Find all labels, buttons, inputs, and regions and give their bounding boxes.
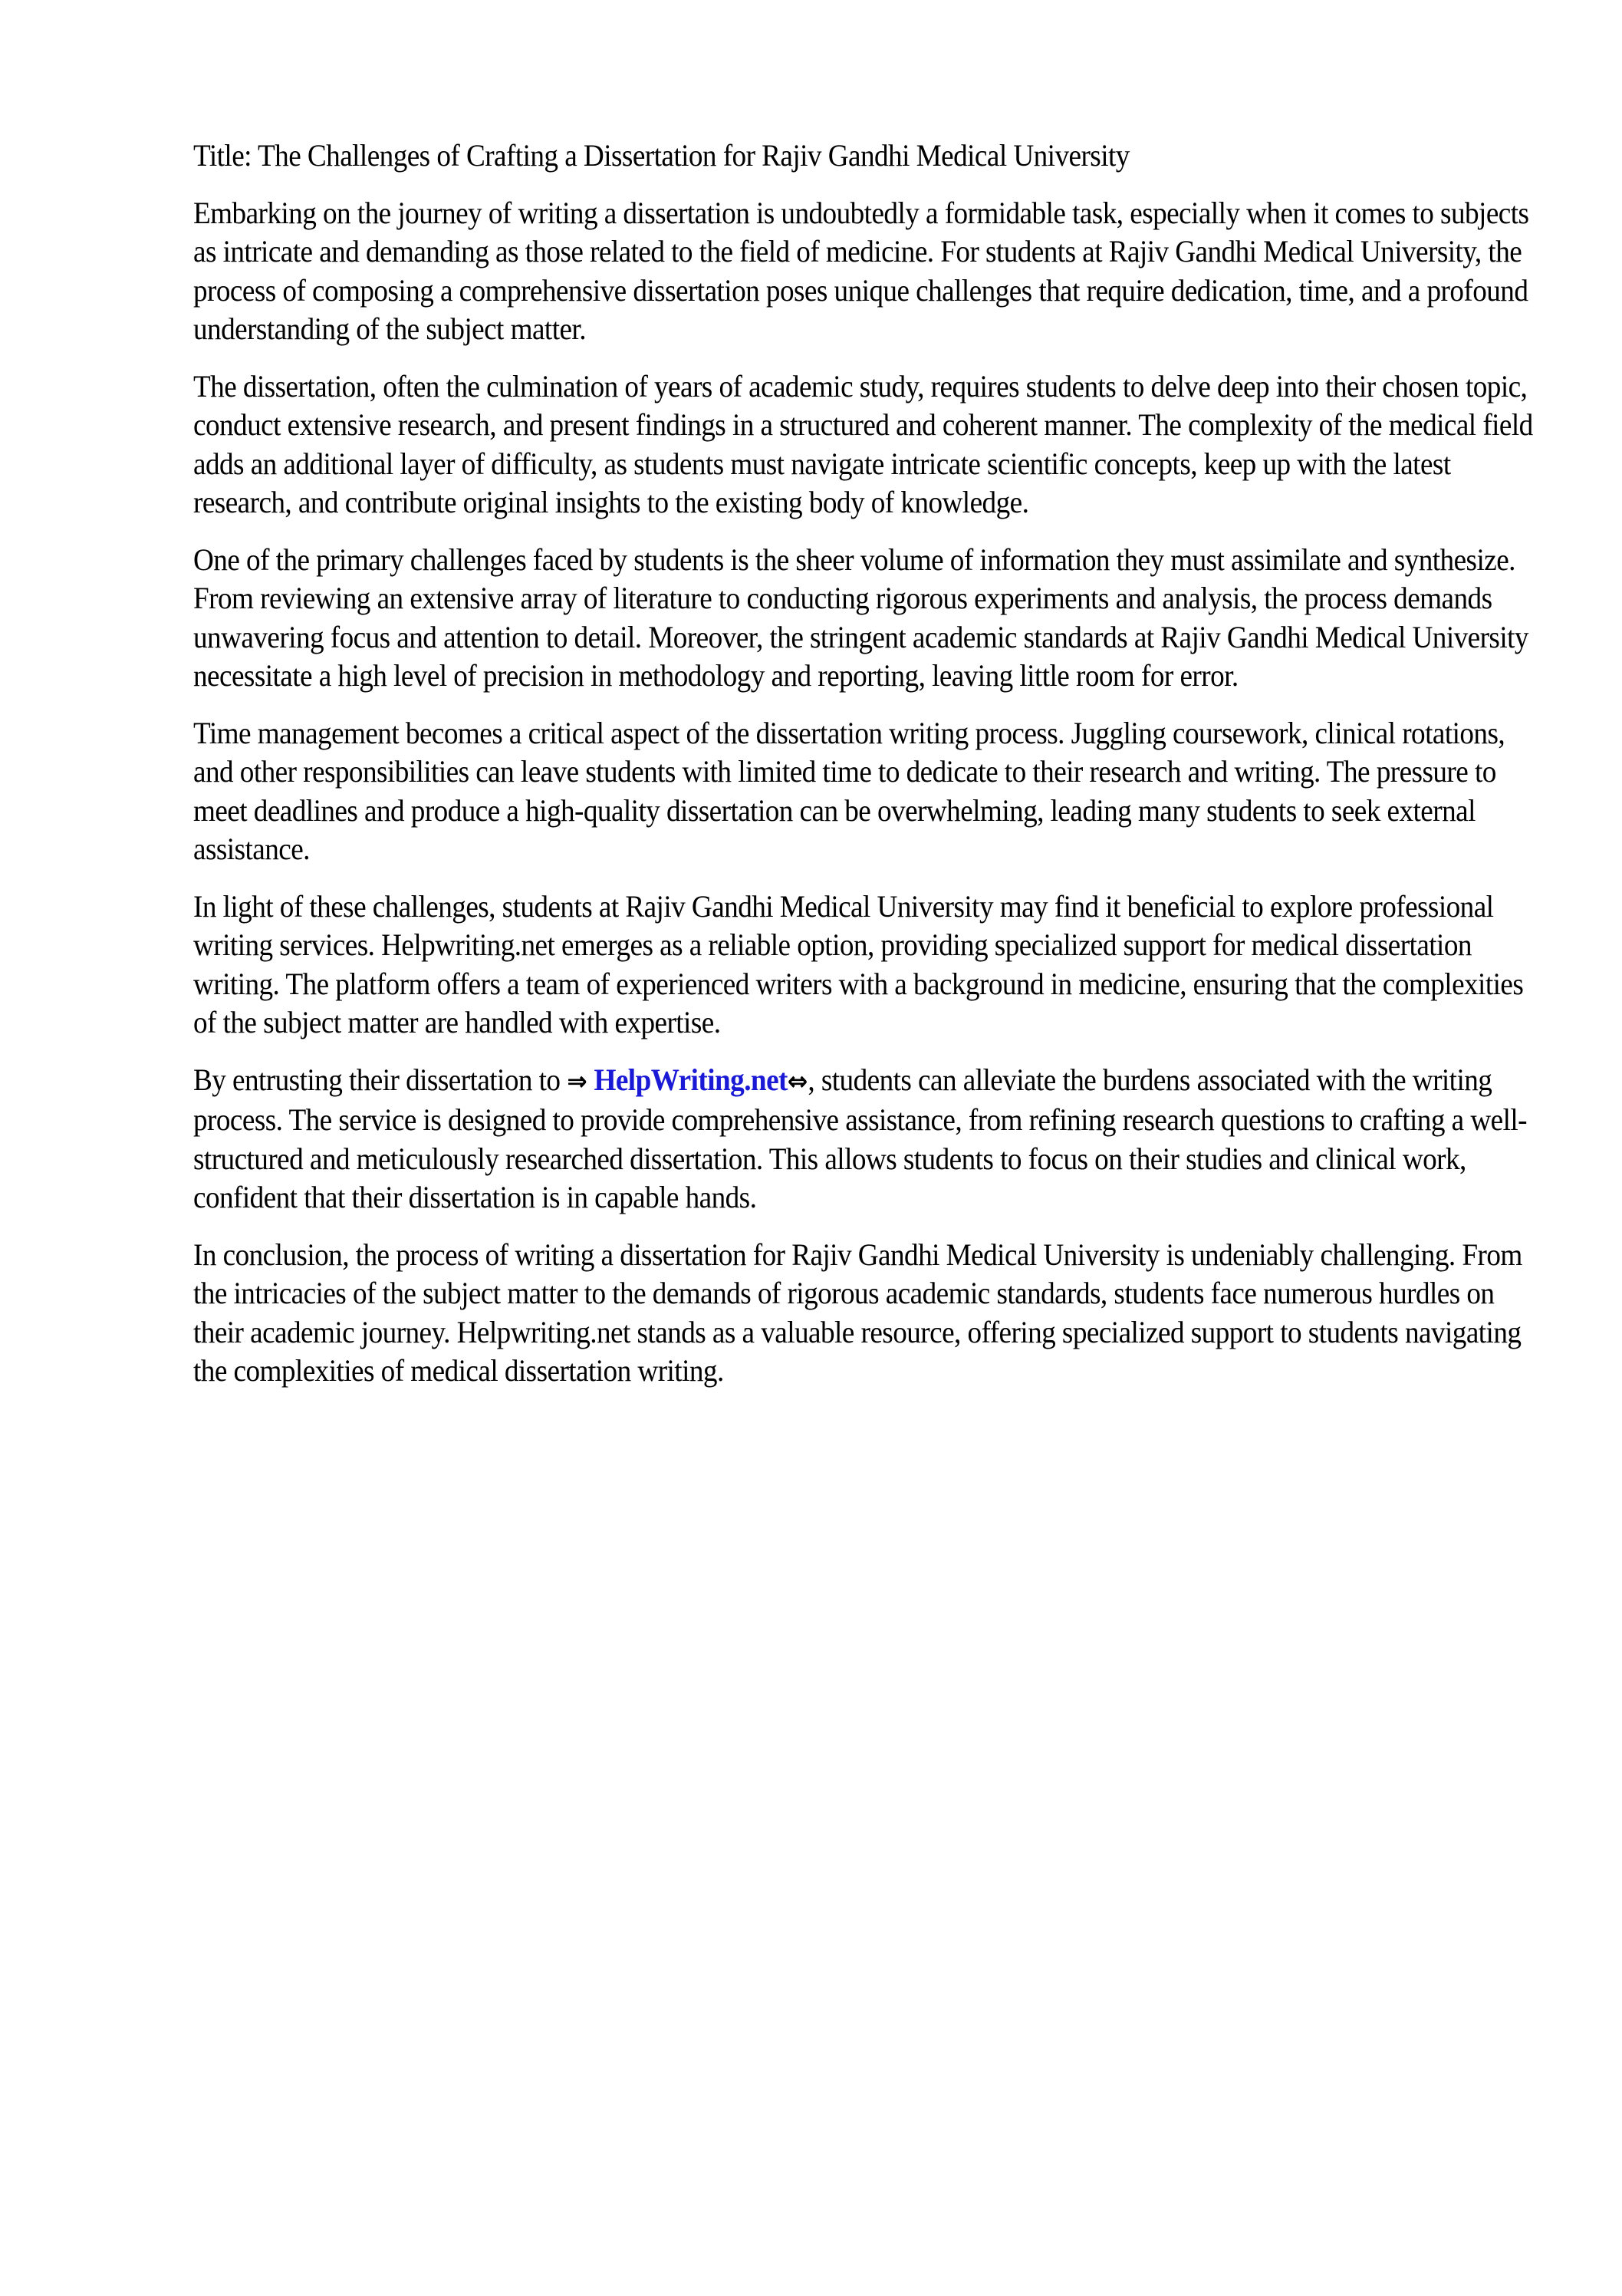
paragraph-conclusion: In conclusion, the process of writing a dissertation for Rajiv Gandhi Medical University is undeniably challenging. From the intricacies of the subject matter to the demands of rigorous academic standards, students face numerous hurdles on their academic journey. Helpwriting.net stands as a valuable resource, offering specialized support to students navigating the complexities of medical dissertation writing. <box>193 1237 1522 1388</box>
paragraph-intro: Embarking on the journey of writing a dissertation is undoubtedly a formidable task, especially when it comes to subjects as intricate and demanding as those related to the field of medicine. For students at Rajiv Gandhi Medical University, the process of composing a comprehensive dissertation poses unique challenges that require dedication, time, and a profound understanding of the subject matter. <box>193 195 1529 346</box>
paragraph-time-management: Time management becomes a critical aspect of the dissertation writing process. Juggling coursework, clinical rotations, and other responsibilities can leave students with limited time to dedicate to their research and writing. The pressure to meet deadlines and produce a high-quality dissertation can be overwhelming, leading many students to seek external assistance. <box>193 715 1505 866</box>
right-double-arrow-icon: ⇒ <box>567 1066 587 1097</box>
helpwriting-link[interactable]: HelpWriting.net <box>594 1062 788 1097</box>
document-page <box>193 137 1543 1409</box>
left-right-double-arrow-icon: ⇔ <box>787 1066 808 1097</box>
paragraph-link <box>193 1061 1543 1217</box>
paragraph-information-volume: One of the primary challenges faced by students is the sheer volume of information they must assimilate and synthesize. From reviewing an extensive array of literature to conducting rigorous experiments and analysis, the process demands unwavering focus and attention to detail. Moreover, the stringent academic standards at Rajiv Gandhi Medical University necessitate a high level of precision in methodology and reporting, leaving little room for error. <box>193 542 1528 693</box>
link-paragraph-after: , students can alleviate the burdens associated with the writing process. The service is designed to provide comprehensive assistance, from refining research questions to crafting a well-structured and meticulously researched dissertation. This allows students to focus on their studies and clinical work, confident that their dissertation is in capable hands. <box>193 1062 1527 1214</box>
link-paragraph-before: By entrusting their dissertation to <box>193 1062 568 1097</box>
paragraph-writing-services: In light of these challenges, students at Rajiv Gandhi Medical University may find it beneficial to explore professional writing services. Helpwriting.net emerges as a reliable option, providing specialized support for medical dissertation writing. The platform offers a team of experienced writers with a background in medicine, ensuring that the complexities of the subject matter are handled with expertise. <box>193 888 1524 1039</box>
document-title: Title: The Challenges of Crafting a Dissertation for Rajiv Gandhi Medical University <box>193 138 1130 173</box>
paragraph-dissertation-overview: The dissertation, often the culmination of years of academic study, requires students to delve deep into their chosen topic, conduct extensive research, and present findings in a structured and coherent manner. The complexity of the medical field adds an additional layer of difficulty, as students must navigate intricate scientific concepts, keep up with the latest research, and contribute original insights to the existing body of knowledge. <box>193 368 1533 519</box>
